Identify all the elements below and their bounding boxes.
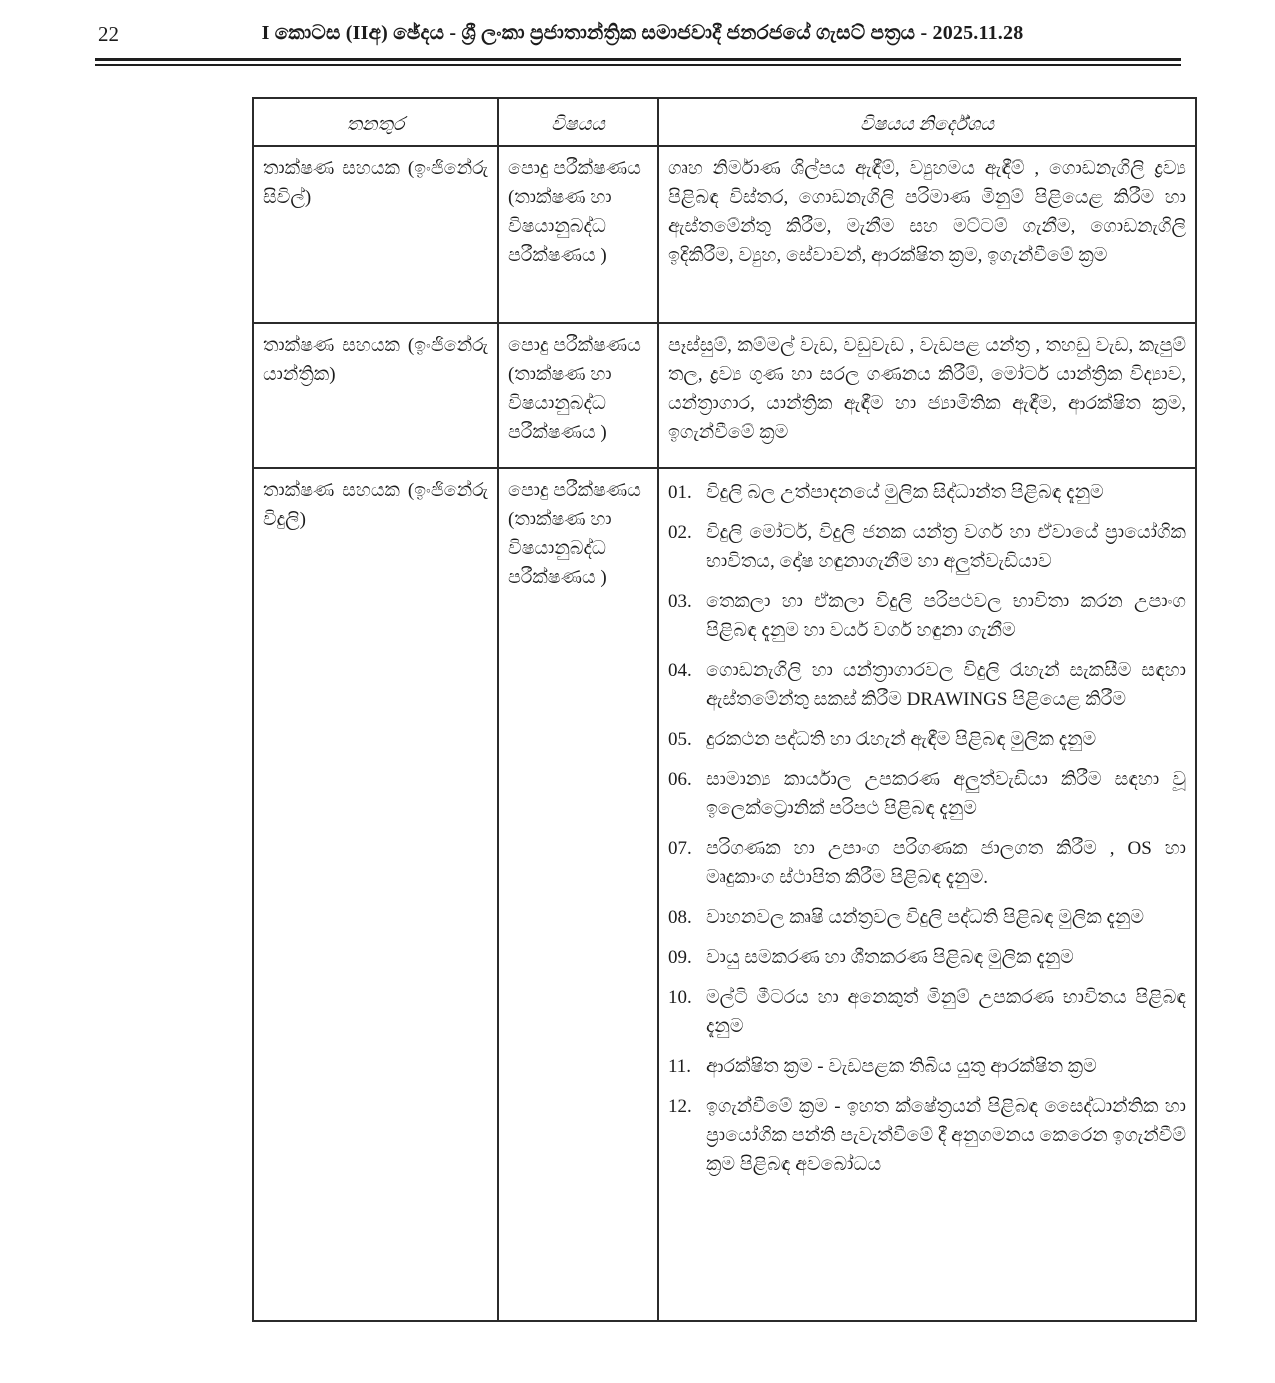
syllabus-cell <box>659 469 1195 1320</box>
page-number: 22 <box>98 22 119 46</box>
syllabus-item <box>668 725 1186 754</box>
item-number: 03. <box>668 591 692 612</box>
syllabus-item <box>668 656 1186 714</box>
positions-table <box>252 97 1197 1322</box>
table-row-electrical <box>254 469 1195 1320</box>
col-header-position: තනතුර <box>254 99 499 147</box>
syllabus-item <box>668 518 1186 576</box>
item-number: 05. <box>668 729 692 750</box>
item-text: ආරක්ෂිත ක්‍රම - වැඩපළක තිබිය යුතු ආරක්ෂිත ක්‍රම <box>706 1056 1097 1077</box>
item-text: ගොඩනැගිලි හා යන්ත්‍රාගාරවල විදුලි රැහැන් සැකසීම සඳහා ඇස්තමේන්තු සකස් කිරීම DRAWINGS පිළියෙළ කිරීම <box>706 660 1186 710</box>
item-number: 10. <box>668 987 692 1008</box>
page-header-title: I කොටස (IIඅ) ඡේදය - ශ්‍රී ලංකා ප්‍රජාතාන්ත්‍රික සමාජවාදී ජනරජයේ ගැසට් පත්‍රය - 2025.11.28 <box>261 22 1024 44</box>
item-number: 07. <box>668 838 692 859</box>
item-number: 09. <box>668 947 692 968</box>
item-text: විදුලි බල උත්පාදනයේ මුලික සිද්ධාන්ත පිළිබඳ දැනුම <box>706 482 1104 503</box>
item-text: පරිගණක හා උපාංග පරිගණක ජාලගත කිරීම , OS හා මෘදුකාංග ස්ථාපිත කිරීම පිළිබඳ දැනුම. <box>706 838 1186 888</box>
syllabus-item <box>668 765 1186 823</box>
syllabus-cell: පෑස්සුම්, කම්මල් වැඩ, වඩුවැඩ , වැඩපළ යන්ත්‍ර , තහඩු වැඩ, කැපුම් තල, ද්‍රව්‍ය ගුණ හා සරල ගණනය කිරීම්, මෝටර් යාන්ත්‍රික විද්‍යාව, යන්ත්‍රාගාර, යාන්ත්‍රික ඇඳීම හා ජ්‍යාමිතික ඇඳීම, ආරක්ෂිත ක්‍රම, ඉගැන්වීමේ ක්‍රම <box>659 324 1195 469</box>
table-row-civil <box>254 147 1195 324</box>
item-text: දුරකථන පද්ධති හා රැහැන් ඇඳීම පිළිබඳ මුලික දැනුම <box>706 729 1097 750</box>
syllabus-item <box>668 478 1186 507</box>
position-cell: තාක්ෂණ සහයක (ඉංජිනේරු සිවිල්) <box>254 147 499 324</box>
subject-cell: පොදු පරීක්ෂණය (තාක්ෂණ හා විෂයානුබද්ධ පරීක්ෂණය ) <box>499 147 659 324</box>
position-cell: තාක්ෂණ සහයක (ඉංජිනේරු යාන්ත්‍රික) <box>254 324 499 469</box>
syllabus-item <box>668 943 1186 972</box>
syllabus-item <box>668 903 1186 932</box>
item-text: වාහනවල කෘෂි යන්ත්‍රවල විදුලි පද්ධති පිළිබඳ මුලික දැනුම <box>706 907 1145 928</box>
header-rule <box>95 58 1181 66</box>
syllabus-item <box>668 587 1186 645</box>
item-text: මල්ටි මීටරය හා අනෙකුත් මිනුම් උපකරණ භාවිතය පිළිබඳ දැනුම <box>706 987 1186 1037</box>
item-text: විදුලි මෝටර්, විදුලි ජනක යන්ත්‍ර වර්ග හා ඒවායේ ප්‍රායෝගික භාවිතය, දෝෂ හඳුනාගැනීම හා අලුත්වැඩියාව <box>706 522 1186 572</box>
item-number: 04. <box>668 660 692 681</box>
position-cell: තාක්ෂණ සහයක (ඉංජිනේරු විදුලි) <box>254 469 499 1320</box>
item-text: වායු සමකරණ හා ශීතකරණ පිළිබඳ මුලික දැනුම <box>706 947 1074 968</box>
subject-cell: පොදු පරීක්ෂණය (තාක්ෂණ හා විෂයානුබද්ධ පරීක්ෂණය ) <box>499 469 659 1320</box>
item-number: 12. <box>668 1096 692 1117</box>
item-number: 02. <box>668 522 692 543</box>
table-header-row <box>254 99 1195 147</box>
syllabus-item <box>668 834 1186 892</box>
syllabus-item-list <box>668 476 1186 1179</box>
item-number: 01. <box>668 482 692 503</box>
syllabus-item <box>668 1092 1186 1179</box>
subject-cell: පොදු පරීක්ෂණය (තාක්ෂණ හා විෂයානුබද්ධ පරීක්ෂණය ) <box>499 324 659 469</box>
table-row-mechanical <box>254 324 1195 469</box>
item-number: 08. <box>668 907 692 928</box>
item-number: 06. <box>668 769 692 790</box>
syllabus-cell: ගෘහ නිර්මාණ ශිල්පය ඇඳීම්, ව්‍යුහමය ඇඳීම් , ගොඩනැගිලි ද්‍රව්‍ය පිළිබඳ විස්තර, ගොඩනැගිලි පරිමාණ මිනුම් පිළියෙළ කිරීම හා ඇස්තමේන්තු කිරීම, මැනීම සහ මට්ටම් ගැනීම, ගොඩනැගිලි ඉදිකිරීම, ව්‍යුහ, සේවාවන්, ආරක්ෂිත ක්‍රම, ඉගැන්වීමේ ක්‍රම <box>659 147 1195 324</box>
syllabus-item <box>668 1052 1186 1081</box>
item-text: ඉගැන්වීමේ ක්‍රම - ඉහත ක්ෂේත්‍රයන් පිළිබඳ සෛද්ධාන්තික හා ප්‍රායෝගික පන්ති පැවැත්වීමේ දී අනුගමනය කෙරෙන ඉගැන්වීම් ක්‍රම පිළිබඳ අවබෝධය <box>706 1096 1186 1175</box>
col-header-syllabus: විෂයය නිර්දේශය <box>659 99 1195 147</box>
item-number: 11. <box>668 1056 692 1077</box>
col-header-subject: විෂයය <box>499 99 659 147</box>
syllabus-item <box>668 983 1186 1041</box>
item-text: තෙකලා හා ඒකලා විදුලි පරිපථවල භාවිතා කරන උපාංග පිළිබඳ දැනුම හා වයර් වර්ග හඳුනා ගැනීම <box>706 591 1186 641</box>
item-text: සාමාන්‍ය කාර්යාල උපකරණ අලුත්වැඩියා කිරීම සඳහා වූ ඉලෙක්ට්‍රොනික් පරිපථ පිළිබඳ දැනුම <box>706 769 1186 819</box>
